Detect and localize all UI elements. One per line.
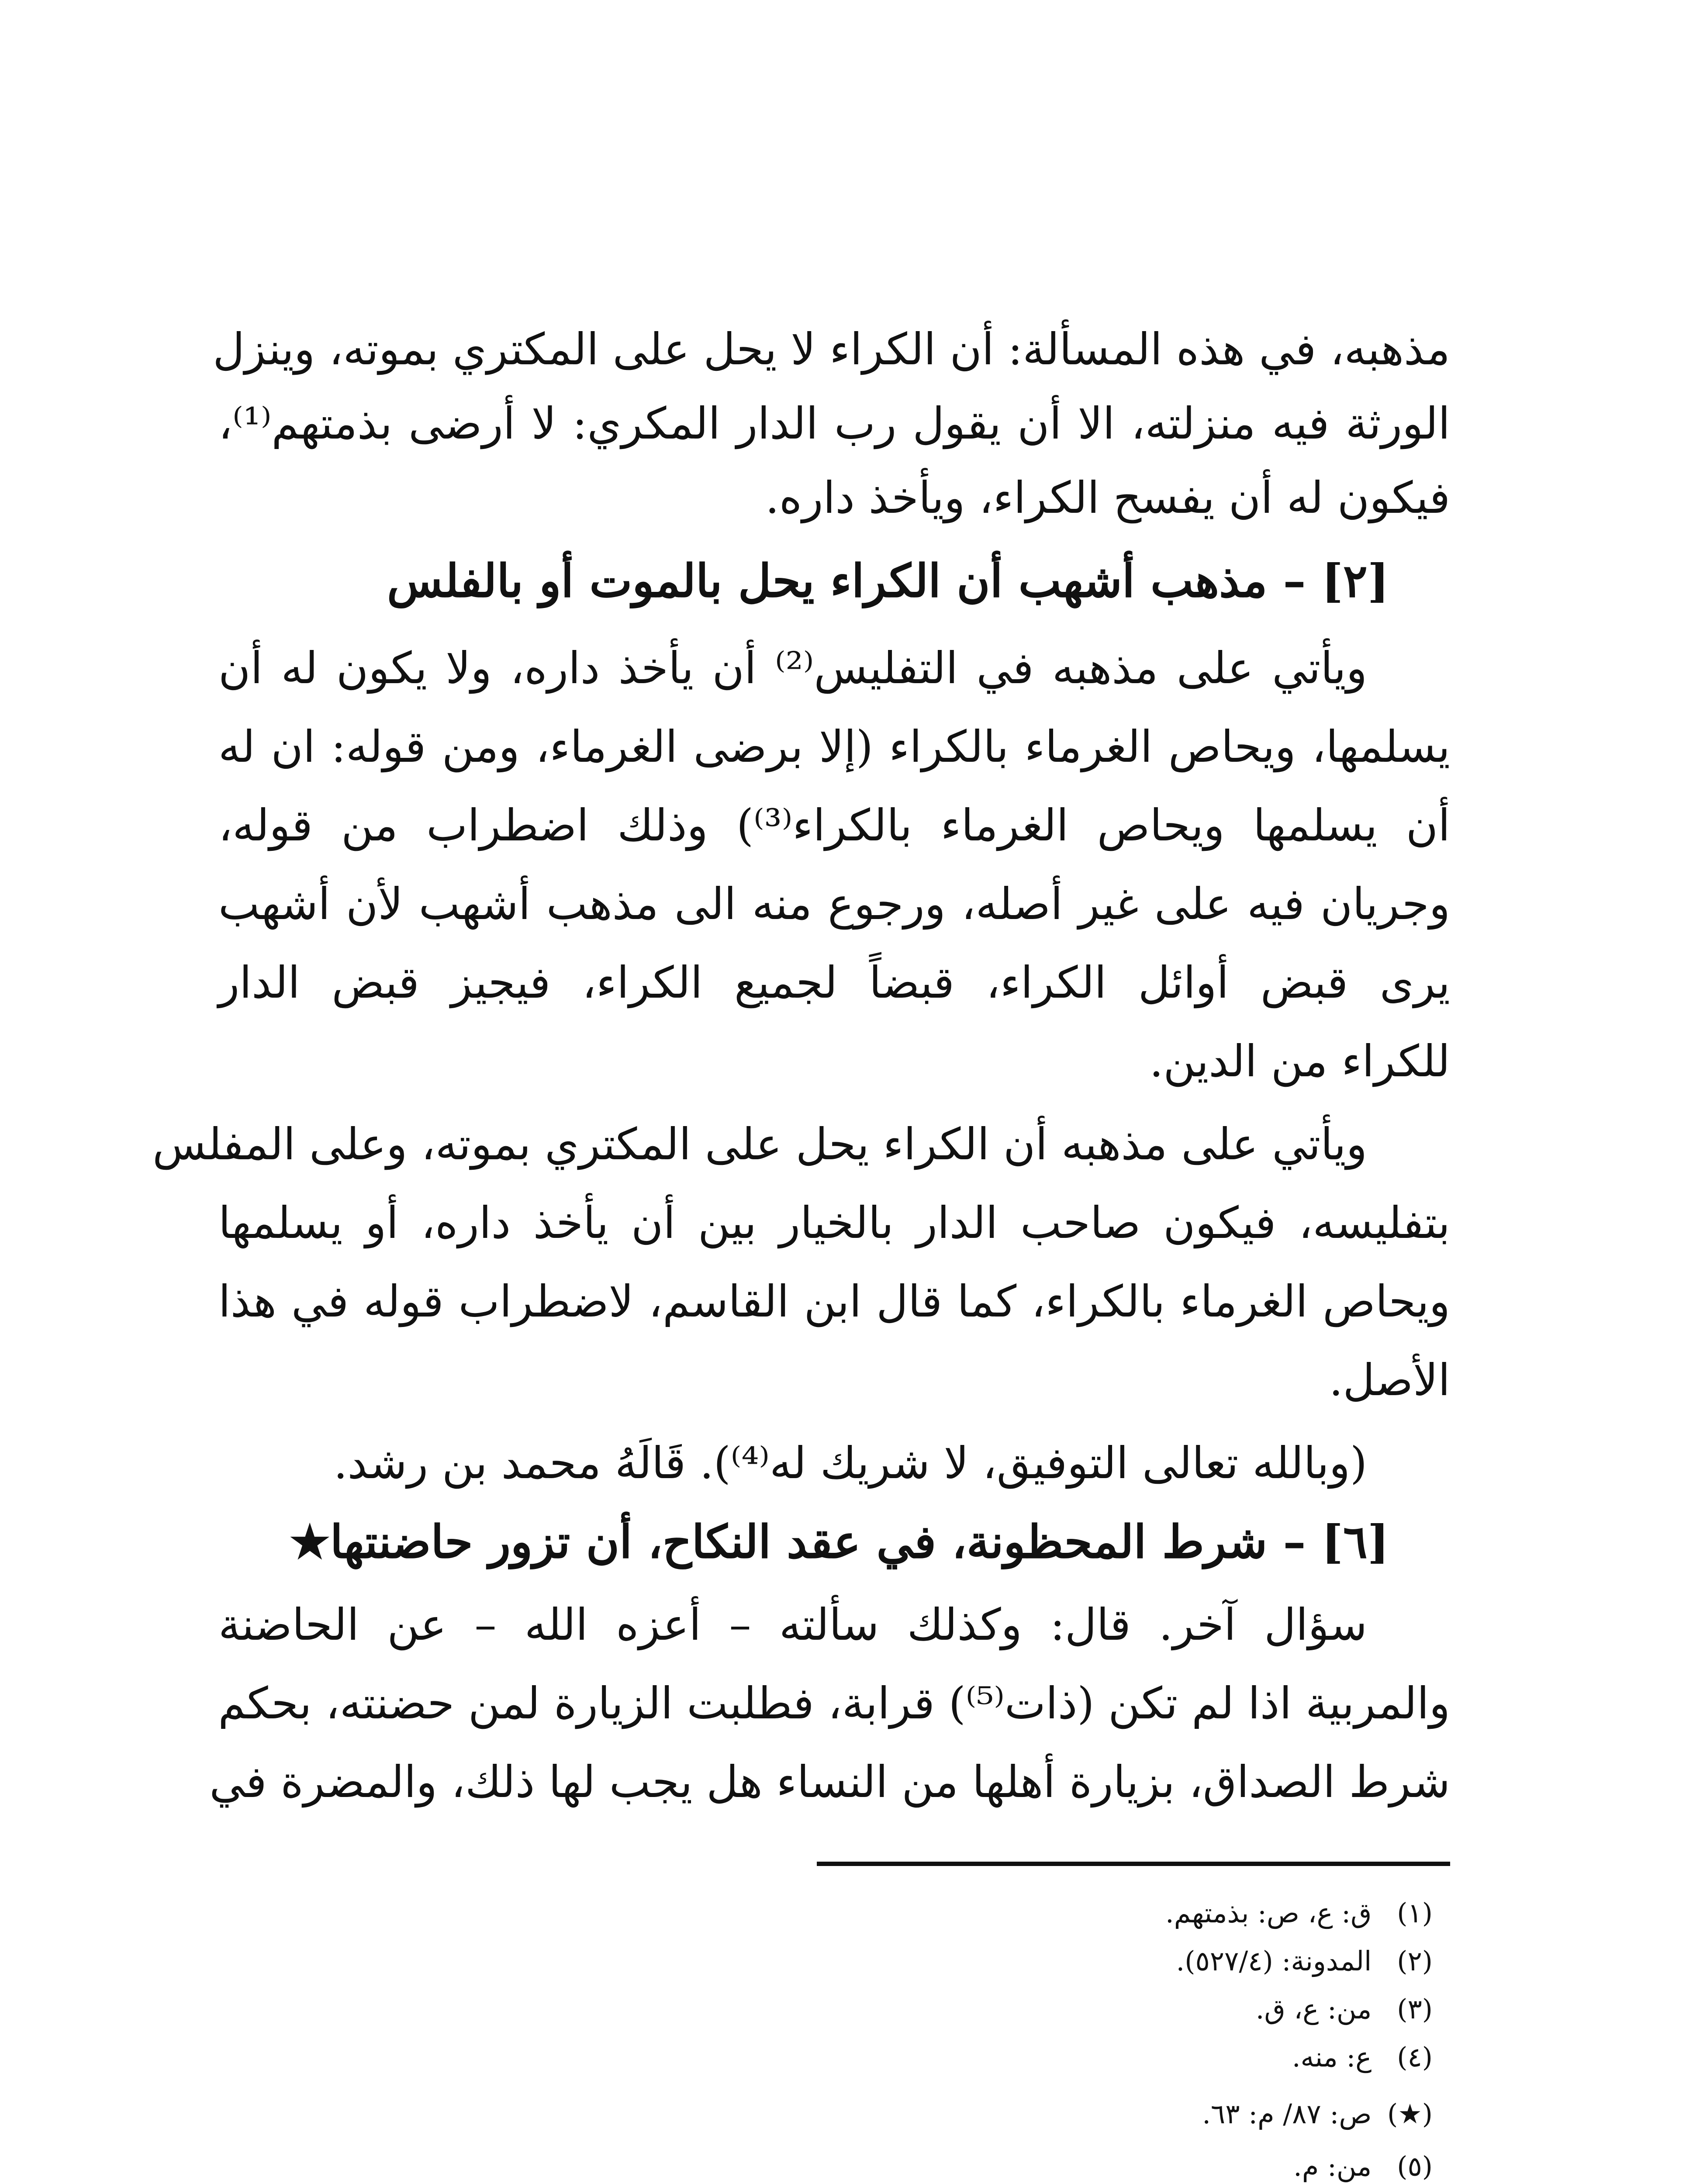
body-line: يرى قبض أوائل الكراء، قبضاً لجميع الكراء، فيجيز قبض الدار (218, 957, 1450, 1008)
body-line: مذهبه، في هذه المسألة: أن الكراء لا يحل على المكتري بموته، وينزل (213, 324, 1450, 375)
section-heading-2: [٢] – مذهب أشهب أن الكراء يحل بالموت أو بالفلس (387, 554, 1389, 608)
footnote-text: المدونة: (٥٢٧/٤). (1176, 1945, 1372, 1977)
footnote-text: ص: ٨٧/ م: ٦٣. (1202, 2098, 1372, 2130)
body-line: شرط الصداق، بزيارة أهلها من النساء هل يجب لها ذلك، والمضرة في (209, 1756, 1450, 1807)
footnote-number: (★) (1387, 2098, 1433, 2130)
body-line: سؤال آخر. قال: وكذلك سألته – أعزه الله – عن الحاضنة (218, 1599, 1367, 1650)
body-line: ويأتي على مذهبه أن الكراء يحل على المكتري بموته، وعلى المفلس (152, 1119, 1367, 1170)
footnote-1 (830, 1891, 1433, 1935)
closing-line: (وبالله تعالى التوفيق، لا شريك له⁽⁴⁾). قَالَهُ محمد بن رشد. (333, 1438, 1367, 1489)
footnote-text: ع: منه. (1292, 2041, 1372, 2073)
footnote-2 (830, 1939, 1433, 1983)
footnote-text: ق: ع، ص: بذمتهم. (1165, 1897, 1372, 1929)
footnote-number: (٢) (1397, 1945, 1433, 1977)
footnote-star (830, 2092, 1433, 2136)
body-line: الورثة فيه منزلته، الا أن يقول رب الدار المكري: لا أرضى بذمتهم⁽¹⁾، (218, 398, 1450, 449)
body-line: للكراء من الدين. (1149, 1036, 1450, 1087)
body-line: وجريان فيه على غير أصله، ورجوع منه الى مذهب أشهب لأن أشهب (218, 878, 1450, 930)
body-line: الأصل. (1329, 1355, 1450, 1406)
body-line: والمربية اذا لم تكن (ذات⁽⁵⁾) قرابة، فطلبت الزيارة لمن حضنته، بحكم (218, 1678, 1450, 1729)
body-line: ويأتي على مذهبه في التفليس⁽²⁾ أن يأخذ داره، ولا يكون له أن (218, 643, 1368, 694)
footnote-divider (817, 1862, 1450, 1866)
footnote-number: (٥) (1397, 2150, 1433, 2182)
body-line: ويحاص الغرماء بالكراء، كما قال ابن القاسم، لاضطراب قوله في هذا (218, 1276, 1450, 1327)
body-line: أن يسلمها ويحاص الغرماء بالكراء⁽³⁾) وذلك اضطراب من قوله، (218, 800, 1450, 851)
footnote-4 (830, 2035, 1433, 2079)
section-heading-6: [٦] – شرط المحظونة، في عقد النكاح، أن تزور حاضنتها★ (289, 1515, 1389, 1569)
body-line: بتفليسه، فيكون صاحب الدار بالخيار بين أن يأخذ داره، أو يسلمها (218, 1197, 1450, 1248)
footnote-5 (830, 2145, 1433, 2184)
footnote-number: (١) (1397, 1897, 1433, 1929)
footnote-number: (٤) (1397, 2041, 1433, 2073)
footnote-number: (٣) (1397, 1993, 1433, 2025)
footnote-text: من: م. (1293, 2150, 1372, 2182)
footnote-text: من: ع، ق. (1255, 1993, 1372, 2025)
body-line: يسلمها، ويحاص الغرماء بالكراء (إلا برضى الغرماء، ومن قوله: ان له (218, 721, 1450, 772)
body-line: فيكون له أن يفسح الكراء، ويأخذ داره. (765, 472, 1450, 523)
footnote-3 (830, 1987, 1433, 2031)
